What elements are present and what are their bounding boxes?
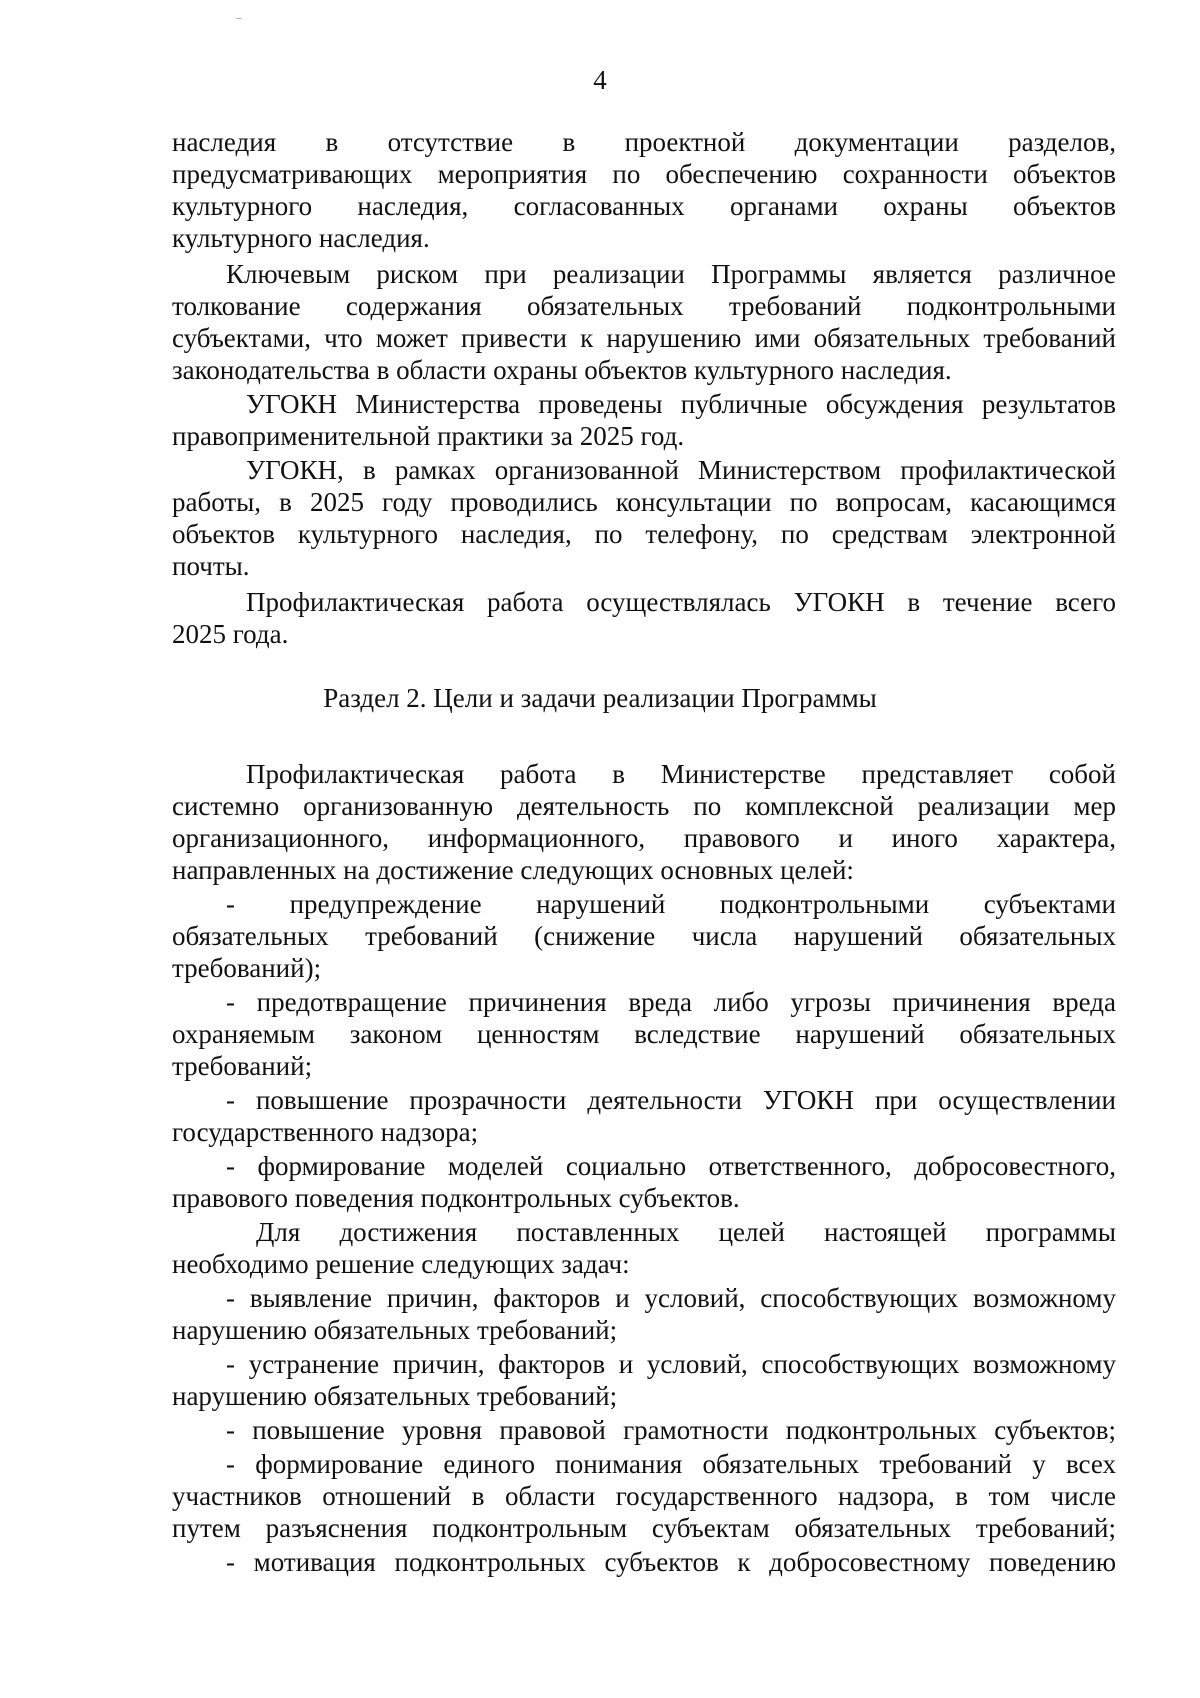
text-line: законодательства в области охраны объектов культурного наследия. (172, 355, 952, 385)
list-item-line: - повышение уровня правовой грамотности подконтрольных субъектов; (226, 1415, 1116, 1445)
list-item-line: требований); (172, 953, 322, 983)
text-line: направленных на достижение следующих основных целей: (172, 855, 854, 885)
text-line: УГОКН, в рамках организованной Министерством профилактической (246, 455, 1116, 485)
text-line: Ключевым риском при реализации Программы является различное (226, 259, 1116, 289)
text-line: необходимо решение следующих задач: (172, 1249, 630, 1279)
list-item-line: - повышение прозрачности деятельности УГОКН при осуществлении (226, 1085, 1116, 1115)
text-line: объектов культурного наследия, по телефону, по средствам электронной (172, 519, 1116, 549)
list-item-line: путем разъяснения подконтрольным субъектам обязательных требований; (172, 1513, 1116, 1543)
list-item-line: обязательных требований (снижение числа нарушений обязательных (172, 921, 1116, 951)
list-item-line: - мотивация подконтрольных субъектов к добросовестному поведению (226, 1547, 1116, 1577)
list-item-line: - предотвращение причинения вреда либо угрозы причинения вреда (226, 987, 1116, 1017)
text-line: правоприменительной практики за 2025 год. (172, 421, 685, 451)
list-item-line: - выявление причин, факторов и условий, способствующих возможному (226, 1283, 1116, 1313)
text-line: 2025 года. (172, 619, 289, 649)
page-number: 4 (593, 65, 607, 95)
list-item-line: охраняемым законом ценностям вследствие нарушений обязательных (172, 1019, 1116, 1049)
text-line: Для достижения поставленных целей настоящей программы (256, 1217, 1116, 1247)
text-line: почты. (172, 551, 250, 581)
list-item-line: государственного надзора; (172, 1117, 479, 1147)
section-heading: Раздел 2. Цели и задачи реализации Программы (323, 683, 877, 713)
list-item-line: - формирование моделей социально ответственного, добросовестного, (226, 1151, 1116, 1181)
text-line: субъектами, что может привести к нарушению ими обязательных требований (172, 323, 1116, 353)
text-line: организационного, информационного, правового и иного характера, (172, 823, 1116, 853)
text-line: системно организованную деятельность по комплексной реализации мер (172, 791, 1116, 821)
text-line: УГОКН Министерства проведены публичные обсуждения результатов (246, 389, 1116, 419)
text-line: работы, в 2025 году проводились консультации по вопросам, касающимся (172, 487, 1116, 517)
text-line: культурного наследия, согласованных органами охраны объектов (172, 191, 1116, 221)
scan-artifact (236, 18, 242, 19)
list-item-line: требований; (172, 1051, 313, 1081)
text-line: предусматривающих мероприятия по обеспечению сохранности объектов (172, 159, 1116, 189)
list-item-line: правового поведения подконтрольных субъектов. (172, 1183, 740, 1213)
list-item-line: нарушению обязательных требований; (172, 1381, 618, 1411)
list-item-line: нарушению обязательных требований; (172, 1315, 618, 1345)
text-line: Профилактическая работа в Министерстве представляет собой (246, 759, 1116, 789)
list-item-line: - предупреждение нарушений подконтрольными субъектами (226, 889, 1116, 919)
list-item-line: участников отношений в области государственного надзора, в том числе (172, 1481, 1116, 1511)
list-item-line: - устранение причин, факторов и условий, способствующих возможному (226, 1349, 1116, 1379)
list-item-line: - формирование единого понимания обязательных требований у всех (226, 1449, 1116, 1479)
text-line: Профилактическая работа осуществлялась УГОКН в течение всего (246, 587, 1116, 617)
text-line: наследия в отсутствие в проектной документации разделов, (172, 127, 1116, 157)
text-line: культурного наследия. (172, 223, 430, 253)
text-line: толкование содержания обязательных требований подконтрольными (172, 291, 1116, 321)
